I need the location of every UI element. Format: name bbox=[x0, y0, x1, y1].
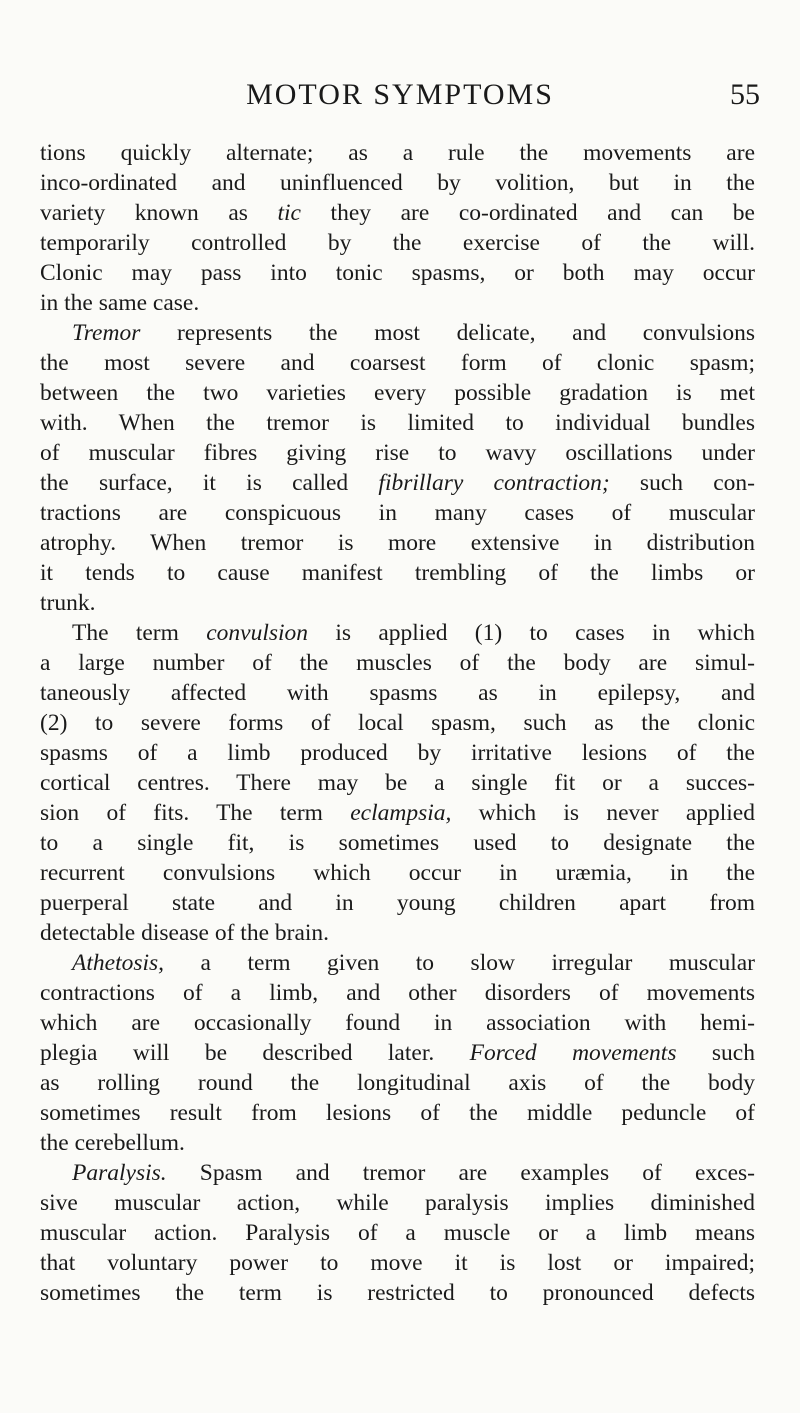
italic-term: fibrillary contraction; bbox=[378, 470, 610, 496]
text-line bbox=[40, 738, 755, 768]
text-line bbox=[40, 378, 755, 408]
text-segment: such con- bbox=[609, 470, 755, 496]
text-line bbox=[40, 318, 755, 348]
text-segment: spasms of a limb produced by irritative lesions of the bbox=[40, 740, 755, 766]
text-line bbox=[40, 1068, 755, 1098]
text-segment: with. When the tremor is limited to individual bundles bbox=[40, 410, 755, 436]
text-line bbox=[40, 258, 755, 288]
text-segment: contractions of a limb, and other disorders of movements bbox=[40, 980, 755, 1006]
text-segment: taneously affected with spasms as in epilepsy, and bbox=[40, 680, 755, 706]
text-segment: the surface, it is called bbox=[40, 470, 379, 496]
text-line bbox=[40, 528, 755, 558]
text-segment: sive muscular action, while paralysis implies diminished bbox=[40, 1190, 755, 1216]
text-line bbox=[40, 798, 755, 828]
text-line bbox=[40, 1008, 755, 1038]
text-segment: detectable disease of the brain. bbox=[40, 920, 330, 946]
text-segment: a large number of the muscles of the body are simul- bbox=[40, 650, 755, 676]
text-line bbox=[40, 138, 755, 168]
text-line bbox=[40, 468, 755, 498]
text-line bbox=[40, 168, 755, 198]
text-segment: recurrent convulsions which occur in uræmia, in the bbox=[40, 860, 755, 886]
text-segment: Spasm and tremor are examples of exces- bbox=[166, 1160, 755, 1186]
italic-term: Forced movements bbox=[469, 1040, 677, 1066]
text-line bbox=[40, 648, 755, 678]
text-segment: they are co-ordinated and can be bbox=[300, 200, 755, 226]
text-line bbox=[40, 1098, 755, 1128]
page-number: 55 bbox=[730, 78, 760, 111]
text-segment: the most severe and coarsest form of clonic spasm; bbox=[40, 350, 755, 376]
text-line bbox=[40, 1188, 755, 1218]
text-segment: tractions are conspicuous in many cases of muscular bbox=[40, 500, 755, 526]
text-line bbox=[40, 1158, 755, 1188]
text-segment: which is never applied bbox=[451, 800, 755, 826]
text-segment: the cerebellum. bbox=[40, 1130, 185, 1156]
text-line bbox=[40, 348, 755, 378]
text-segment: represents the most delicate, and convulsions bbox=[140, 320, 755, 346]
text-segment: (2) to severe forms of local spasm, such as the clonic bbox=[40, 710, 755, 736]
text-segment: muscular action. Paralysis of a muscle or a limb means bbox=[40, 1220, 755, 1246]
text-segment: that voluntary power to move it is lost or impaired; bbox=[40, 1250, 755, 1276]
text-line bbox=[40, 288, 755, 318]
text-segment: cortical centres. There may be a single fit or a succes- bbox=[40, 770, 755, 796]
text-line bbox=[40, 1128, 755, 1158]
text-segment: which are occasionally found in association with hemi- bbox=[40, 1010, 755, 1036]
text-segment: tions quickly alternate; as a rule the movements are bbox=[40, 140, 755, 166]
text-segment: puerperal state and in young children apart from bbox=[40, 890, 755, 916]
text-line bbox=[40, 438, 755, 468]
text-segment: trunk. bbox=[40, 590, 96, 616]
text-line bbox=[40, 888, 755, 918]
text-segment: The term bbox=[72, 620, 207, 646]
italic-term: Paralysis. bbox=[72, 1160, 167, 1186]
text-line bbox=[40, 708, 755, 738]
body-text bbox=[40, 138, 755, 1308]
text-line bbox=[40, 1278, 755, 1308]
text-segment: a term given to slow irregular muscular bbox=[164, 950, 755, 976]
text-segment: in the same case. bbox=[40, 290, 200, 316]
text-segment: sometimes result from lesions of the middle peduncle of bbox=[40, 1100, 755, 1126]
text-line bbox=[40, 978, 755, 1008]
text-line bbox=[40, 558, 755, 588]
text-segment: such bbox=[676, 1040, 755, 1066]
text-segment: inco-ordinated and uninfluenced by volition, but in the bbox=[40, 170, 755, 196]
text-line bbox=[40, 1038, 755, 1068]
italic-term: convulsion bbox=[206, 620, 309, 646]
italic-term: eclampsia, bbox=[350, 800, 452, 826]
running-head: MOTOR SYMPTOMS bbox=[246, 78, 554, 111]
text-line bbox=[40, 618, 755, 648]
text-segment: sometimes the term is restricted to pronounced defects bbox=[40, 1280, 755, 1306]
italic-term: tic bbox=[277, 200, 301, 226]
text-line bbox=[40, 918, 755, 948]
text-line bbox=[40, 828, 755, 858]
text-line bbox=[40, 948, 755, 978]
text-line bbox=[40, 198, 755, 228]
text-segment: of muscular fibres giving rise to wavy oscillations under bbox=[40, 440, 755, 466]
text-line bbox=[40, 858, 755, 888]
text-segment: is applied (1) to cases in which bbox=[308, 620, 755, 646]
text-line bbox=[40, 678, 755, 708]
text-segment: Clonic may pass into tonic spasms, or both may occur bbox=[40, 260, 755, 286]
text-segment: temporarily controlled by the exercise of the will. bbox=[40, 230, 755, 256]
text-line bbox=[40, 1218, 755, 1248]
text-line bbox=[40, 768, 755, 798]
text-line bbox=[40, 228, 755, 258]
text-segment: atrophy. When tremor is more extensive in distribution bbox=[40, 530, 755, 556]
italic-term: Tremor bbox=[72, 320, 141, 346]
text-segment: between the two varieties every possible gradation is met bbox=[40, 380, 755, 406]
text-segment: plegia will be described later. bbox=[40, 1040, 470, 1066]
text-line bbox=[40, 498, 755, 528]
italic-term: Athetosis, bbox=[72, 950, 165, 976]
text-segment: to a single fit, is sometimes used to designate the bbox=[40, 830, 755, 856]
text-line bbox=[40, 408, 755, 438]
text-segment: it tends to cause manifest trembling of the limbs or bbox=[40, 560, 755, 586]
page-header bbox=[40, 78, 760, 118]
text-line bbox=[40, 588, 755, 618]
text-segment: sion of fits. The term bbox=[40, 800, 351, 826]
text-line bbox=[40, 1248, 755, 1278]
text-segment: variety known as bbox=[40, 200, 278, 226]
text-segment: as rolling round the longitudinal axis of the body bbox=[40, 1070, 755, 1096]
